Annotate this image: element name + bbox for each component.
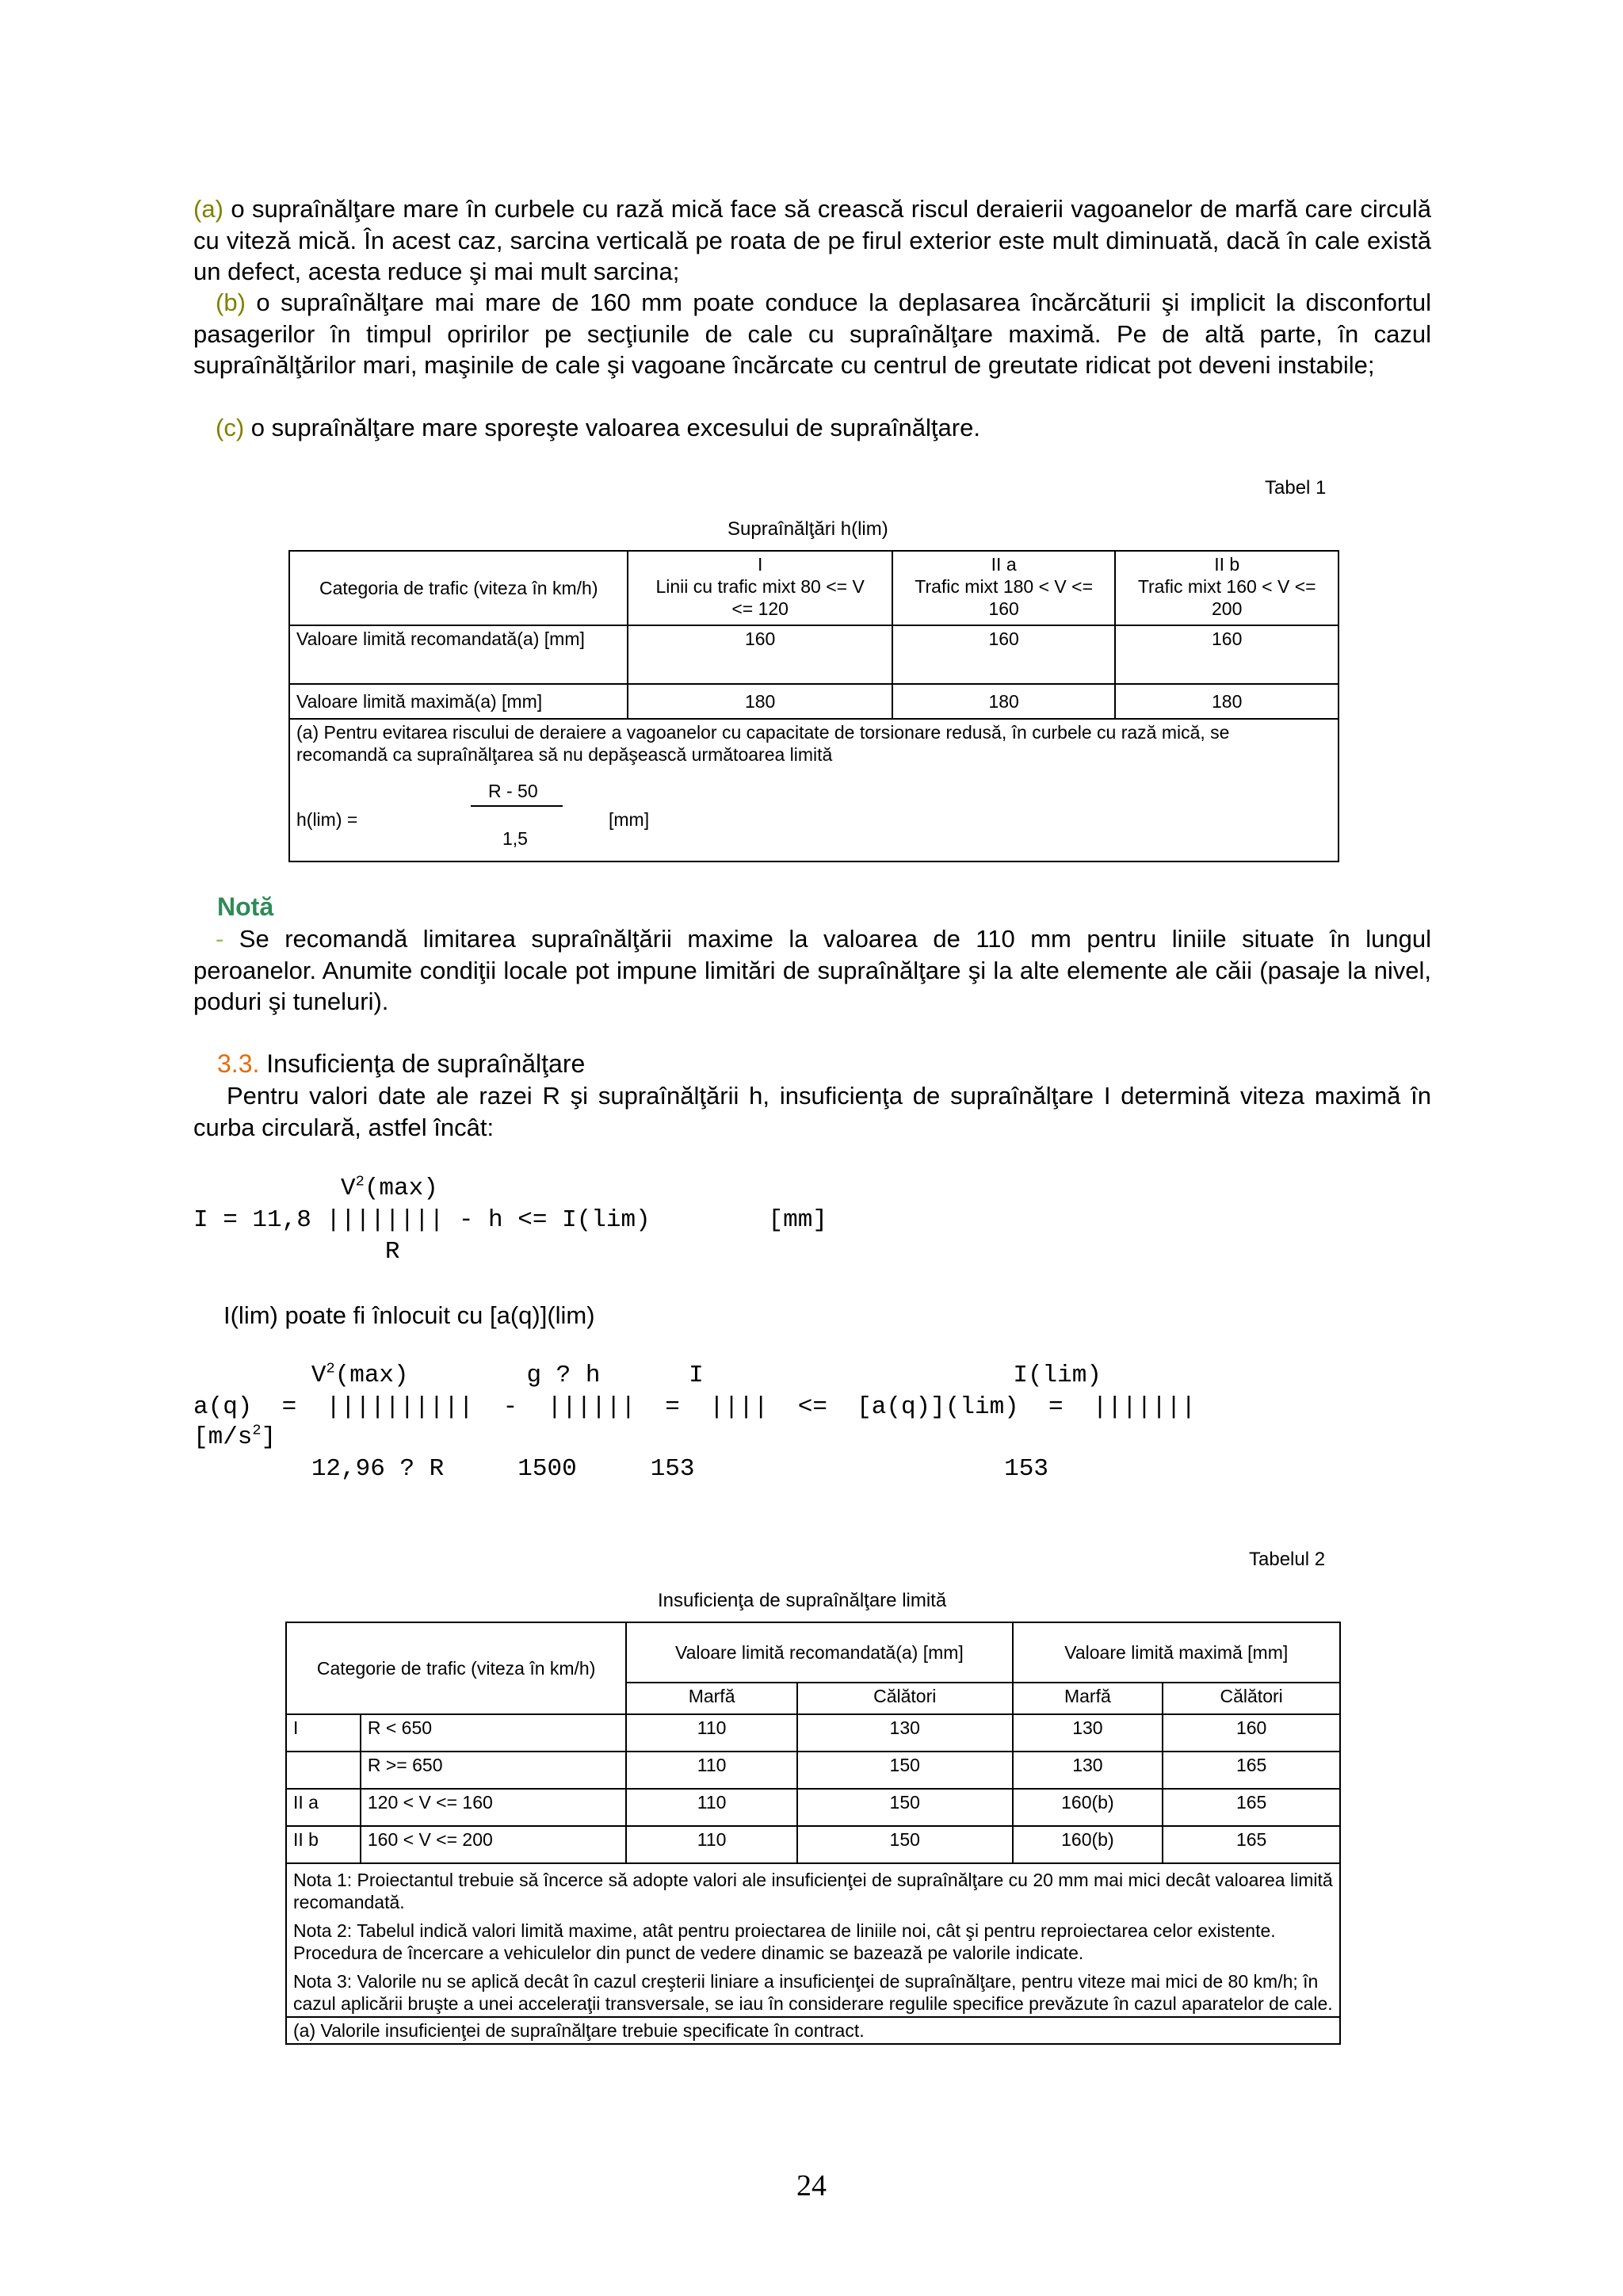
row-label: Valoare limită recomandată(a) [mm] <box>289 625 628 684</box>
table2-recommended-header: Valoare limită recomandată(a) [mm] <box>626 1622 1012 1683</box>
formula2-unit-pre: [m/s <box>193 1423 253 1451</box>
table1-row-maximum <box>289 684 1338 719</box>
cell: 130 <box>797 1714 1013 1752</box>
label-c: (c) <box>216 414 245 441</box>
col-i-desc2: <= 120 <box>731 598 789 619</box>
table2-label: Tabelul 2 <box>1249 1549 1326 1570</box>
nota-dash: - <box>216 925 224 953</box>
table2-footnote-row <box>286 2017 1340 2044</box>
text-b: o supraînălţare mai mare de 160 mm poate conduce la deplasarea încărcăturii şi implicit la disconfortul pasagerilor în timpul opririlor pe secţiunile de cale cu supraînălţare maximă. Pe de altă parte, în cazul supraînălţărilor mari, maşinile de cale şi vagoane încărcate cu centrul de greutate ridicat pot deveni instabile; <box>193 288 1431 379</box>
formula2-sup: 2 <box>326 1360 335 1377</box>
section-heading <box>217 1048 585 1079</box>
formula-denominator: 1,5 <box>502 828 528 849</box>
formula-fraction-bar <box>471 805 563 807</box>
table2-footnote: (a) Valorile insuficienţei de supraînălţare trebuie specificate în contract. <box>286 2017 1340 2044</box>
col-iib-desc2: 200 <box>1212 598 1243 619</box>
cell: 160(b) <box>1013 1789 1163 1826</box>
col-i-desc1: Linii cu trafic mixt 80 <= V <box>655 576 865 597</box>
col-iia-desc1: Trafic mixt 180 < V <= <box>915 576 1094 597</box>
table1-col-i <box>628 551 892 625</box>
cell: 110 <box>626 1826 797 1863</box>
table1 <box>288 550 1339 862</box>
formula1-line3: R <box>193 1238 400 1266</box>
paragraph-a <box>193 193 1431 288</box>
table2-notes <box>286 1863 1340 2017</box>
formula2-unit-sup: 2 <box>252 1422 262 1439</box>
formula-lhs: h(lim) = <box>296 809 358 830</box>
table-row <box>286 1789 1340 1826</box>
cell: 150 <box>797 1789 1013 1826</box>
table1-row-recommended <box>289 625 1338 684</box>
table-row <box>286 1826 1340 1863</box>
text-c: o supraînălţare mare sporeşte valoarea excesului de supraînălţare. <box>244 414 980 441</box>
table-row <box>286 1752 1340 1789</box>
table1-category-header: Categoria de trafic (viteza în km/h) <box>289 551 628 625</box>
cell: 165 <box>1163 1826 1340 1863</box>
table1-footnote <box>289 719 1338 861</box>
section-paragraph: Pentru valori date ale razei R şi supraînălţării h, insuficienţa de supraînălţare I determină viteza maximă în curba circulară, astfel încât: <box>193 1082 1431 1141</box>
table2-category-header: Categorie de trafic (viteza în km/h) <box>286 1622 626 1714</box>
formula1-line2: I = 11,8 |||||||| - h <= I(lim) [mm] <box>193 1206 827 1234</box>
nota-text: Se recomandă limitarea supraînălţării maxime la valoarea de 110 mm pentru liniile situate în lungul peroanelor. Anumite condiţii locale pot impune limitări de supraînălţare şi la alte elemente ale căii (pasaje la nivel, poduri şi tuneluri). <box>193 925 1431 1015</box>
table2-header-row <box>286 1622 1340 1683</box>
table2-maximum-header: Valoare limită maximă [mm] <box>1013 1622 1340 1683</box>
replace-text: I(lim) poate fi înlocuit cu [a(q)](lim) <box>223 1301 595 1329</box>
formula1-v: V <box>193 1175 356 1202</box>
cell-category: II b <box>286 1826 361 1863</box>
cell: 180 <box>1115 684 1338 719</box>
cell: 160 <box>892 625 1116 684</box>
section-title: Insuficienţa de supraînălţare <box>259 1049 586 1078</box>
label-b: (b) <box>216 288 246 316</box>
formula1-line1 <box>193 1173 438 1205</box>
col-iib-name: II b <box>1214 554 1240 575</box>
page-number: 24 <box>796 2169 827 2202</box>
text-a: o supraînălţare mare în curbele cu rază mică face să crească riscul deraierii vagoanelor de marfă care circulă cu viteză mică. În acest caz, sarcina verticală pe roata de pe firul exterior este mult diminuată, dacă în cale există un defect, acesta reduce şi mai mult sarcina; <box>193 195 1431 285</box>
subheader-marfa: Marfă <box>626 1683 797 1714</box>
row-label: Valoare limită maximă(a) [mm] <box>289 684 628 719</box>
note-2: Nota 2: Tabelul indică valori limită maxime, atât pentru proiectarea de liniile noi, cât şi pentru reproiectarea celor existente. Procedura de încercare a vehiculelor din punct de vedere dinamic se bazează pe valorile indicate. <box>293 1920 1276 1963</box>
cell-condition: 160 < V <= 200 <box>361 1826 626 1863</box>
formula1-sup: 2 <box>355 1173 365 1190</box>
table-row <box>286 1714 1340 1752</box>
formula2-line2: a(q) = |||||||||| - |||||| = |||| <= [a(q)](lim) = ||||||| <box>193 1393 1197 1421</box>
cell: 110 <box>626 1752 797 1789</box>
cell: 130 <box>1013 1714 1163 1752</box>
nota-paragraph <box>193 923 1431 1018</box>
cell: 160 <box>628 625 892 684</box>
cell: 180 <box>892 684 1116 719</box>
col-iib-desc1: Trafic mixt 160 < V <= <box>1137 576 1316 597</box>
col-iia-name: II a <box>991 554 1017 575</box>
table1-footnote-row <box>289 719 1338 861</box>
footnote-text: (a) Pentru evitarea riscului de deraiere a vagoanelor cu capacitate de torsionare redusă, în curbele cu rază mică, se recomandă ca supraînălţarea să nu depăşească următoarea limită <box>296 722 1230 765</box>
col-i-name: I <box>757 554 763 575</box>
cell: 165 <box>1163 1752 1340 1789</box>
table1-col-iia <box>892 551 1116 625</box>
cell-category: II a <box>286 1789 361 1826</box>
cell: 150 <box>797 1752 1013 1789</box>
col-iia-desc2: 160 <box>988 598 1019 619</box>
cell-condition: R >= 650 <box>361 1752 626 1789</box>
formula1-max: (max) <box>364 1175 438 1202</box>
table1-title: Supraînălţări h(lim) <box>727 518 888 540</box>
note-3: Nota 3: Valorile nu se aplică decât în cazul creşterii liniare a insuficienţei de supraînălţare, pentru viteze mai mici de 80 km/h; în cazul aplicării bruşte a unei acceleraţii transversale, se iau în considerare regulile specifice prevăzute în cazul aparatelor de cale. <box>293 1971 1333 2014</box>
formula-unit: [mm] <box>609 809 650 830</box>
cell: 160(b) <box>1013 1826 1163 1863</box>
paragraph-c <box>193 412 1431 444</box>
table1-label: Tabel 1 <box>1265 477 1327 499</box>
cell: 160 <box>1115 625 1338 684</box>
cell: 130 <box>1013 1752 1163 1789</box>
cell: 165 <box>1163 1789 1340 1826</box>
table1-col-iib <box>1115 551 1338 625</box>
cell: 180 <box>628 684 892 719</box>
formula2-top: (max) g ? h I I(lim) <box>334 1362 1102 1389</box>
cell: 110 <box>626 1714 797 1752</box>
cell: 110 <box>626 1789 797 1826</box>
paragraph-b <box>193 287 1431 381</box>
cell-category: I <box>286 1714 361 1752</box>
cell: 150 <box>797 1826 1013 1863</box>
subheader-calatori: Călători <box>1163 1683 1340 1714</box>
formula2-v: V <box>193 1362 327 1389</box>
subheader-calatori: Călători <box>797 1683 1013 1714</box>
table2-notes-row <box>286 1863 1340 2017</box>
table1-header-row <box>289 551 1338 625</box>
nota-title: Notă <box>217 892 274 921</box>
table2 <box>285 1622 1341 2045</box>
label-a: (a) <box>193 195 223 223</box>
cell-condition: 120 < V <= 160 <box>361 1789 626 1826</box>
table2-title: Insuficienţa de supraînălţare limită <box>658 1590 947 1611</box>
formula2-unit-post: ] <box>261 1423 277 1451</box>
formula-numerator: R - 50 <box>488 781 538 801</box>
formula2-line1 <box>193 1360 1102 1392</box>
cell: 160 <box>1163 1714 1340 1752</box>
cell-category <box>286 1752 361 1789</box>
note-1: Nota 1: Proiectantul trebuie să încerce să adopte valori ale insuficienţei de supraînălţare cu 20 mm mai mici decât valoarea limită recomandată. <box>293 1870 1333 1912</box>
section-number: 3.3. <box>217 1049 260 1078</box>
subheader-marfa: Marfă <box>1013 1683 1163 1714</box>
formula2-line3 <box>193 1422 276 1454</box>
formula2-line4: 12,96 ? R 1500 153 153 <box>193 1455 1048 1483</box>
cell-condition: R < 650 <box>361 1714 626 1752</box>
